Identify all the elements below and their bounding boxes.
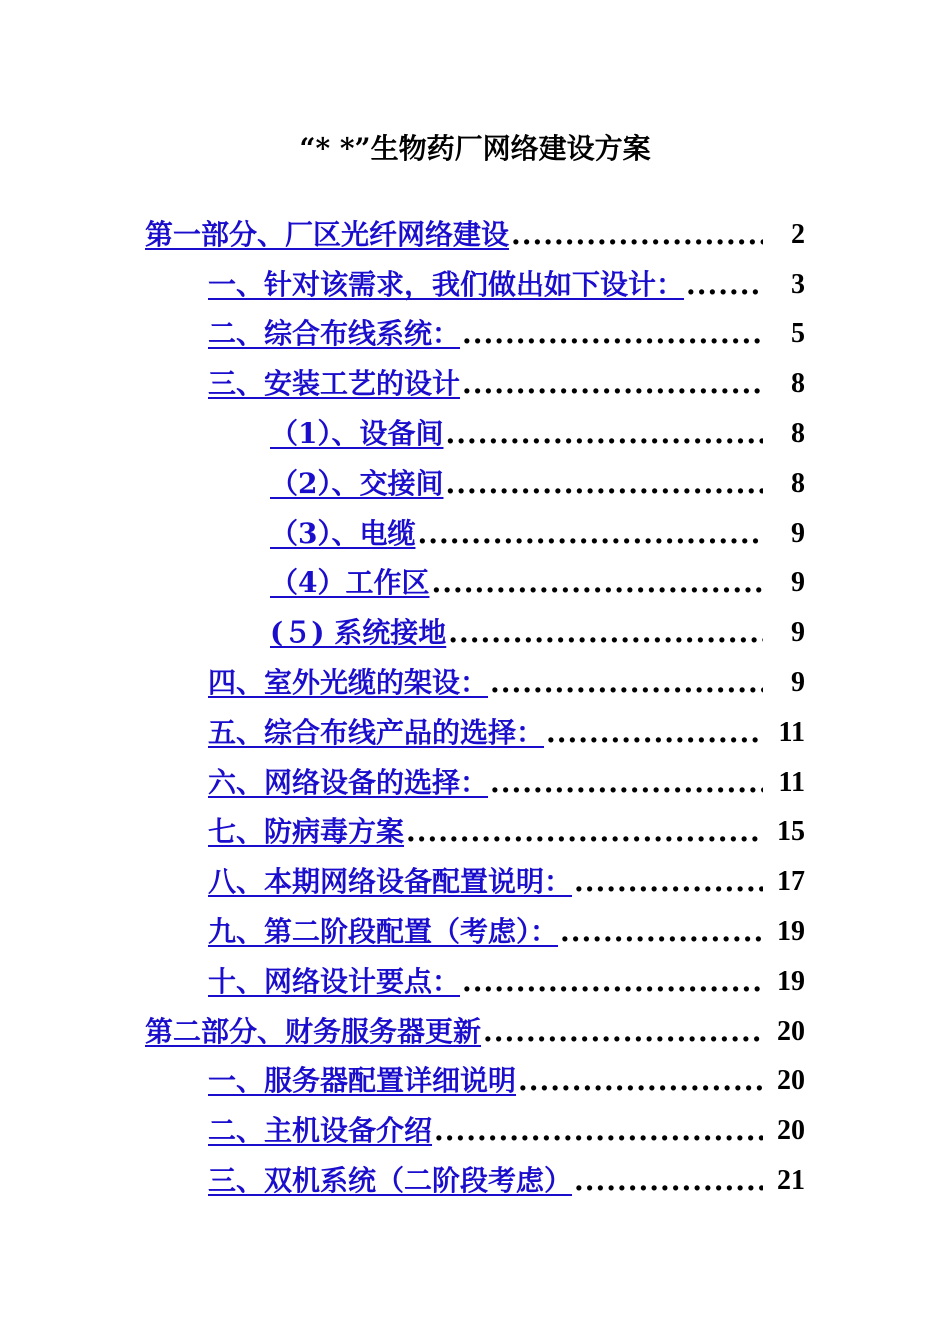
toc-page-number: 15 [777, 816, 805, 848]
toc-entry-link[interactable]: 七、防病毒方案 [208, 815, 405, 849]
toc-entry[interactable] [0, 1106, 950, 1156]
toc-page-number: 21 [777, 1165, 805, 1197]
toc-entry-link[interactable]: 第一部分、厂区光纤网络建设 [145, 217, 510, 251]
toc-leader-dots [574, 862, 763, 902]
toc-page-number: 20 [777, 1015, 805, 1047]
toc-entry-link[interactable]: 九、第二阶段配置（考虑）： [208, 915, 559, 949]
toc-entry[interactable] [0, 1057, 950, 1107]
toc-leader-dots [560, 912, 763, 952]
toc-entry[interactable] [0, 608, 950, 658]
toc-entry[interactable] [0, 559, 950, 609]
toc-leader-dots [462, 314, 763, 354]
toc-entry-link[interactable]: 五、综合布线产品的选择： [208, 715, 545, 749]
toc-entry[interactable] [0, 1156, 950, 1206]
toc-leader-dots [445, 464, 763, 504]
toc-leader-dots [417, 514, 763, 554]
toc-page-number: 17 [777, 866, 805, 898]
toc-entry[interactable] [0, 1007, 950, 1057]
toc-page-number: 11 [778, 766, 805, 798]
toc-entry-link[interactable]: 二、主机设备介绍 [208, 1114, 433, 1148]
toc-page-number: 9 [791, 567, 805, 599]
toc-page-number: 19 [777, 965, 805, 997]
toc-page-number: 9 [791, 617, 805, 649]
toc-entry[interactable] [0, 808, 950, 858]
toc-entry-link[interactable]: 十、网络设计要点： [208, 964, 461, 998]
toc-leader-dots [511, 215, 763, 255]
toc-entry-link[interactable]: (５) 系统接地 [270, 616, 447, 650]
toc-page-number: 19 [777, 916, 805, 948]
toc-leader-dots [490, 763, 763, 803]
toc-leader-dots [518, 1061, 763, 1101]
toc-entry[interactable] [0, 758, 950, 808]
toc-page-number: 3 [791, 268, 805, 300]
toc-leader-dots [445, 414, 763, 454]
toc-entry[interactable] [0, 509, 950, 559]
toc-page-number: 9 [791, 517, 805, 549]
toc-page-number: 8 [791, 418, 805, 450]
toc-entry[interactable] [0, 409, 950, 459]
toc-page-number: 11 [778, 716, 805, 748]
table-of-contents [0, 210, 950, 1206]
toc-entry[interactable] [0, 459, 950, 509]
document-title: “* *”生物药厂网络建设方案 [299, 132, 651, 165]
toc-entry-link[interactable]: （1）、设备间 [270, 417, 444, 451]
toc-entry-link[interactable]: （3）、电缆 [270, 516, 416, 550]
toc-entry[interactable] [0, 957, 950, 1007]
toc-leader-dots [462, 962, 763, 1002]
toc-leader-dots [686, 265, 763, 305]
toc-page-number: 8 [791, 368, 805, 400]
toc-leader-dots [546, 713, 763, 753]
toc-leader-dots [448, 613, 763, 653]
toc-leader-dots [483, 1012, 763, 1052]
toc-entry[interactable] [0, 857, 950, 907]
toc-entry-link[interactable]: 六、网络设备的选择： [208, 765, 489, 799]
toc-entry-link[interactable]: 三、双机系统（二阶段考虑） [208, 1164, 573, 1198]
toc-entry[interactable] [0, 210, 950, 260]
toc-entry-link[interactable]: 三、安装工艺的设计 [208, 367, 461, 401]
toc-page-number: 20 [777, 1065, 805, 1097]
toc-entry[interactable] [0, 907, 950, 957]
toc-page-number: 9 [791, 667, 805, 699]
toc-entry[interactable] [0, 359, 950, 409]
toc-page-number: 5 [791, 318, 805, 350]
toc-entry-link[interactable]: 一、服务器配置详细说明 [208, 1064, 517, 1098]
toc-entry-link[interactable]: （4）工作区 [270, 566, 430, 600]
toc-leader-dots [574, 1161, 763, 1201]
toc-leader-dots [490, 663, 763, 703]
toc-entry[interactable] [0, 310, 950, 360]
toc-entry-link[interactable]: 第二部分、财务服务器更新 [145, 1014, 482, 1048]
toc-leader-dots [462, 364, 763, 404]
toc-page-number: 8 [791, 467, 805, 499]
toc-entry-link[interactable]: （2）、交接间 [270, 466, 444, 500]
toc-entry[interactable] [0, 708, 950, 758]
toc-leader-dots [434, 1111, 763, 1151]
toc-leader-dots [431, 563, 763, 603]
toc-entry-link[interactable]: 四、室外光缆的架设： [208, 666, 489, 700]
toc-entry[interactable] [0, 658, 950, 708]
toc-entry-link[interactable]: 八、本期网络设备配置说明： [208, 865, 573, 899]
toc-entry-link[interactable]: 一、针对该需求，我们做出如下设计： [208, 267, 685, 301]
toc-entry-link[interactable]: 二、综合布线系统： [208, 317, 461, 351]
toc-leader-dots [406, 812, 763, 852]
toc-page-number: 20 [777, 1115, 805, 1147]
toc-entry[interactable] [0, 260, 950, 310]
toc-page-number: 2 [791, 218, 805, 250]
